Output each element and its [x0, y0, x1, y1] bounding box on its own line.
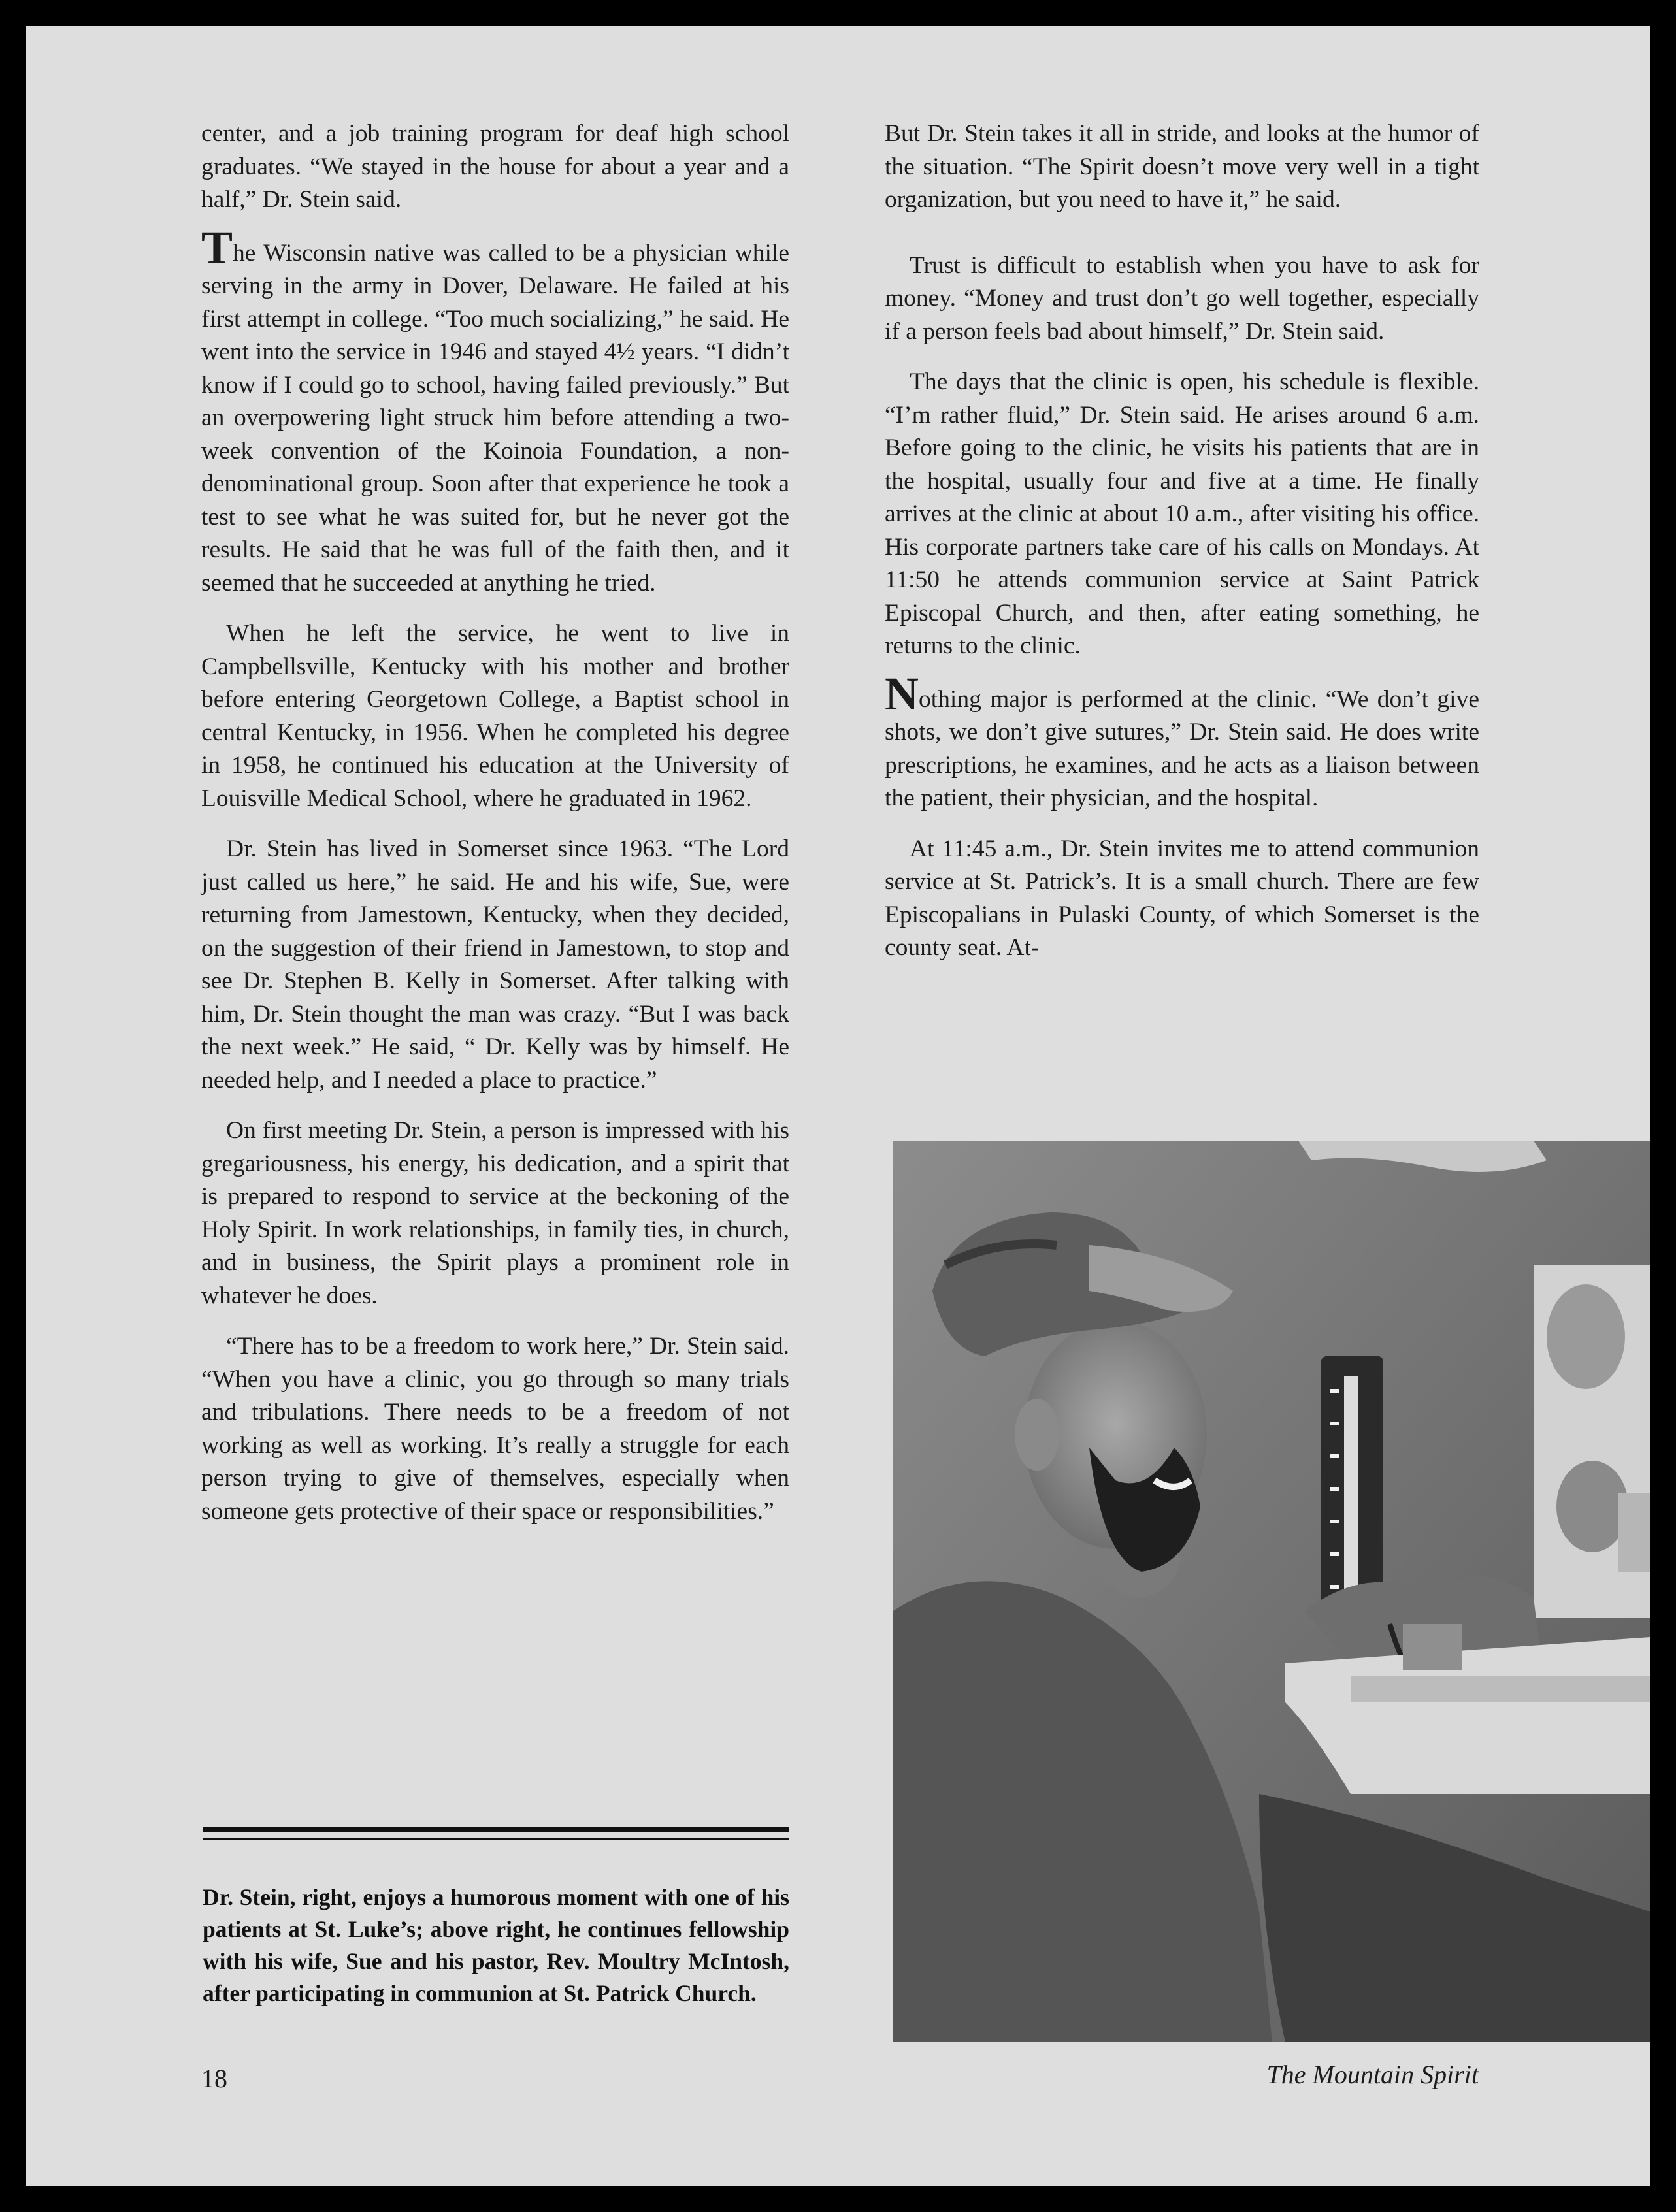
- right-paragraph-2: Trust is difficult to establish when you have to ask for money. “Money and trust don’t go well together, especially if a person feels bad about himself,” Dr. Stein said.: [885, 252, 1479, 345]
- caption-rule-thin: [203, 1838, 789, 1840]
- left-paragraph-2-text: he Wisconsin native was called to be a physician while serving in the army in Dover, Delaware. He failed at his first attempt in college. “Too much socializing,” he said. He went into the service in 1946 and stayed 4½ years. “I didn’t know if I could go to school, having failed previously.” But an overpowering light struck him before attending a two-week convention of the Koinoia Foundation, a non-denominational group. Soon after that experience he took a test to see what he was suited for, but he never got the results. He said that he was full of the faith then, and it seemed that he succeeded at anything he tried.: [201, 239, 789, 596]
- page-number: 18: [201, 2064, 227, 2093]
- left-paragraph-6: “There has to be a freedom to work here,” Dr. Stein said. “When you have a clinic, you go through so many trials and tribulations. There needs to be a freedom of not working as well as working. It’s really a struggle for each person trying to give of themselves, especially when someone gets protective of their space or responsibilities.”: [201, 1333, 789, 1525]
- left-paragraph-2: [201, 221, 789, 600]
- photo-dr-stein-with-patient: [893, 1141, 1650, 2042]
- magazine-page: [26, 26, 1650, 2186]
- right-paragraph-5: At 11:45 a.m., Dr. Stein invites me to attend communion service at St. Patrick’s. It is a small church. There are few Episcopalians in Pulaski County, of which Somerset is the county seat. At-: [885, 835, 1479, 961]
- caption-rule-thick: [203, 1827, 789, 1832]
- left-paragraph-5: On first meeting Dr. Stein, a person is impressed with his gregariousness, his energy, his dedication, and a spirit that is prepared to respond to service at the beckoning of the Holy Spirit. In work relationships, in family ties, in church, and in business, the Spirit plays a prominent role in whatever he does.: [201, 1117, 789, 1309]
- right-paragraph-4-text: othing major is performed at the clinic. “We don’t give shots, we don’t give sutures,” Dr. Stein said. He does write prescriptions, he examines, and he acts as a liaison between the patient, their physician, and the hospital.: [885, 685, 1479, 811]
- left-paragraph-3: When he left the service, he went to live in Campbellsville, Kentucky with his mother and brother before entering Georgetown College, a Baptist school in central Kentucky, in 1956. When he completed his degree in 1958, he continued his education at the University of Louisville Medical School, where he graduated in 1962.: [201, 620, 789, 812]
- right-paragraph-3: The days that the clinic is open, his schedule is flexible. “I’m rather fluid,” Dr. Stein said. He arises around 6 a.m. Before going to the clinic, he visits his patients that are in the hospital, usually four and five at a time. He finally arrives at the clinic at about 10 a.m., after visiting his office. His corporate partners take care of his calls on Mondays. At 11:50 he attends communion service at Saint Patrick Episcopal Church, and then, after eating something, he returns to the clinic.: [885, 368, 1479, 659]
- right-paragraph-1: But Dr. Stein takes it all in stride, and looks at the humor of the situation. “The Spirit doesn’t move very well in a tight organization, but you need to have it,” he said.: [885, 120, 1479, 213]
- magazine-title: The Mountain Spirit: [1266, 2060, 1479, 2089]
- right-text-column: [885, 118, 1479, 983]
- left-paragraph-4: Dr. Stein has lived in Somerset since 1963. “The Lord just called us here,” he said. He and his wife, Sue, were returning from Jamestown, Kentucky, when they decided, on the suggestion of their friend in Jamestown, to stop and see Dr. Stephen B. Kelly in Somerset. After talking with him, Dr. Stein thought the man was crazy. “But I was back the next week.” He said, “ Dr. Kelly was by himself. He needed help, and I needed a place to practice.”: [201, 836, 789, 1094]
- photo-caption: Dr. Stein, right, enjoys a humorous moment with one of his patients at St. Luke’s; above right, he continues fellowship with his wife, Sue and his pastor, Rev. Moultry McIntosh, after participating in communion at St. Patrick Church.: [203, 1884, 789, 2006]
- left-text-column: [201, 118, 789, 1546]
- right-paragraph-4: [885, 667, 1479, 815]
- left-paragraph-1: center, and a job training program for deaf high school graduates. “We stayed in the house for about a year and a half,” Dr. Stein said.: [201, 120, 789, 213]
- drop-cap: N: [885, 667, 919, 720]
- drop-cap: T: [201, 221, 233, 274]
